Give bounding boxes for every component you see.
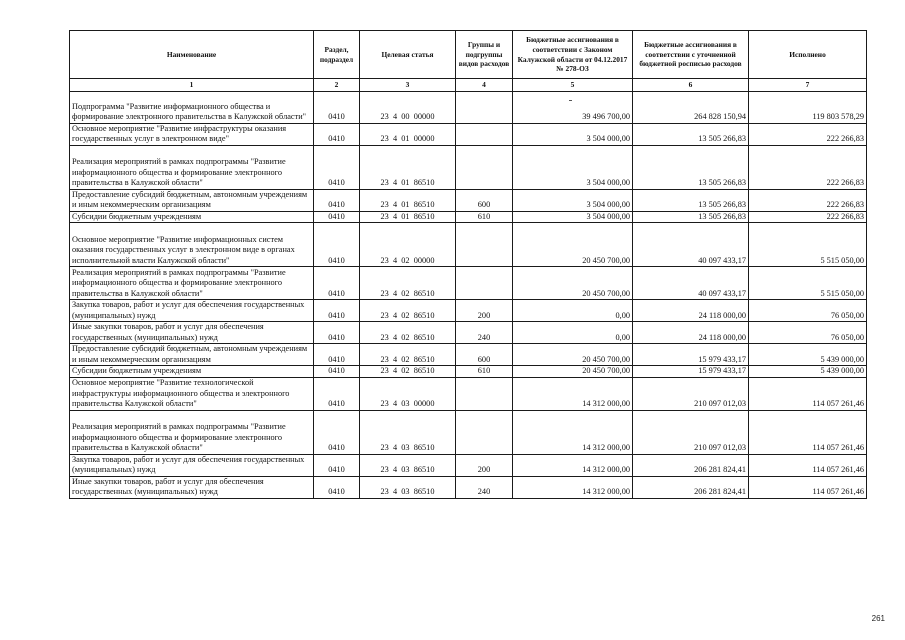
row-target: 23 4 03 86510 <box>360 454 456 476</box>
row-group <box>456 145 513 189</box>
row-law-amount: 14 312 000,00 <box>513 410 633 454</box>
row-law-amount: 20 450 700,00 <box>513 223 633 267</box>
column-number: 2 <box>314 79 360 92</box>
scan-mark <box>569 100 572 101</box>
row-refined-amount: 13 505 266,83 <box>633 211 749 223</box>
row-refined-amount: 206 281 824,41 <box>633 476 749 498</box>
table-row <box>70 322 867 344</box>
row-name: Закупка товаров, работ и услуг для обеспечения государственных (муниципальных) нужд <box>70 454 314 476</box>
row-executed-amount: 5 439 000,00 <box>749 344 867 366</box>
row-law-amount: 14 312 000,00 <box>513 476 633 498</box>
column-number: 7 <box>749 79 867 92</box>
row-section: 0410 <box>314 344 360 366</box>
row-section: 0410 <box>314 91 360 123</box>
row-target: 23 4 03 00000 <box>360 377 456 410</box>
row-section: 0410 <box>314 189 360 211</box>
row-refined-amount: 13 505 266,83 <box>633 189 749 211</box>
row-executed-amount: 222 266,83 <box>749 189 867 211</box>
row-group <box>456 410 513 454</box>
row-group: 600 <box>456 344 513 366</box>
row-group: 610 <box>456 366 513 378</box>
row-name: Субсидии бюджетным учреждениям <box>70 211 314 223</box>
row-section: 0410 <box>314 476 360 498</box>
table-row <box>70 476 867 498</box>
row-refined-amount: 264 828 150,94 <box>633 91 749 123</box>
row-name: Иные закупки товаров, работ и услуг для обеспечения государственных (муниципальных) нужд <box>70 476 314 498</box>
row-group: 240 <box>456 476 513 498</box>
row-law-amount: 3 504 000,00 <box>513 123 633 145</box>
row-group <box>456 377 513 410</box>
header-executed: Исполнено <box>749 31 867 79</box>
row-target: 23 4 02 86510 <box>360 366 456 378</box>
row-refined-amount: 15 979 433,17 <box>633 366 749 378</box>
row-executed-amount: 5 515 050,00 <box>749 267 867 300</box>
row-name: Основное мероприятие "Развитие технологической инфраструктуры информационного общества и электронного правительства Калужской области" <box>70 377 314 410</box>
row-law-amount: 20 450 700,00 <box>513 267 633 300</box>
row-executed-amount: 119 803 578,29 <box>749 91 867 123</box>
table-row <box>70 91 867 123</box>
row-refined-amount: 24 118 000,00 <box>633 300 749 322</box>
header-row <box>70 31 867 79</box>
row-name: Подпрограмма "Развитие информационного общества и формирование электронного правительства в Калужской области" <box>70 91 314 123</box>
row-target: 23 4 02 00000 <box>360 223 456 267</box>
row-name: Иные закупки товаров, работ и услуг для обеспечения государственных (муниципальных) нужд <box>70 322 314 344</box>
row-law-amount: 14 312 000,00 <box>513 454 633 476</box>
header-law: Бюджетные ассигнования в соответствии с Законом Калужской области от 04.12.2017 № 278-ОЗ <box>513 31 633 79</box>
header-name: Наименование <box>70 31 314 79</box>
row-name: Основное мероприятие "Развитие информационных систем оказания государственных услуг в электронном виде в органах исполнительной власти Калужской области" <box>70 223 314 267</box>
row-law-amount: 3 504 000,00 <box>513 189 633 211</box>
row-name: Реализация мероприятий в рамках подпрограммы "Развитие информационного общества и формирование электронного правительства в Калужской области" <box>70 145 314 189</box>
row-executed-amount: 114 057 261,46 <box>749 454 867 476</box>
row-law-amount: 3 504 000,00 <box>513 145 633 189</box>
row-group: 200 <box>456 300 513 322</box>
table-row <box>70 211 867 223</box>
row-group <box>456 223 513 267</box>
row-target: 23 4 03 86510 <box>360 410 456 454</box>
row-group: 600 <box>456 189 513 211</box>
row-section: 0410 <box>314 322 360 344</box>
table-row <box>70 410 867 454</box>
row-target: 23 4 01 86510 <box>360 145 456 189</box>
column-number: 3 <box>360 79 456 92</box>
row-group <box>456 91 513 123</box>
row-name: Основное мероприятие "Развитие инфраструктуры оказания государственных услуг в электронном виде" <box>70 123 314 145</box>
column-number: 1 <box>70 79 314 92</box>
table-row <box>70 145 867 189</box>
row-target: 23 4 02 86510 <box>360 322 456 344</box>
table-row <box>70 377 867 410</box>
row-executed-amount: 76 050,00 <box>749 300 867 322</box>
header-target: Целевая статья <box>360 31 456 79</box>
column-number-row <box>70 79 867 92</box>
row-section: 0410 <box>314 454 360 476</box>
row-section: 0410 <box>314 145 360 189</box>
row-target: 23 4 02 86510 <box>360 267 456 300</box>
column-number: 6 <box>633 79 749 92</box>
row-executed-amount: 5 515 050,00 <box>749 223 867 267</box>
row-section: 0410 <box>314 223 360 267</box>
row-executed-amount: 114 057 261,46 <box>749 476 867 498</box>
budget-table <box>69 30 867 499</box>
row-group: 240 <box>456 322 513 344</box>
column-number: 5 <box>513 79 633 92</box>
row-law-amount: 39 496 700,00 <box>513 91 633 123</box>
table-row <box>70 454 867 476</box>
row-name: Закупка товаров, работ и услуг для обеспечения государственных (муниципальных) нужд <box>70 300 314 322</box>
column-number: 4 <box>456 79 513 92</box>
row-target: 23 4 03 86510 <box>360 476 456 498</box>
table-row <box>70 123 867 145</box>
table-row <box>70 189 867 211</box>
row-name: Предоставление субсидий бюджетным, автономным учреждениям и иным некоммерческим организациям <box>70 344 314 366</box>
row-law-amount: 14 312 000,00 <box>513 377 633 410</box>
row-section: 0410 <box>314 377 360 410</box>
header-refined: Бюджетные ассигнования в соответствии с уточненной бюджетной росписью расходов <box>633 31 749 79</box>
row-executed-amount: 222 266,83 <box>749 211 867 223</box>
row-group <box>456 267 513 300</box>
row-law-amount: 20 450 700,00 <box>513 366 633 378</box>
row-target: 23 4 01 86510 <box>360 189 456 211</box>
row-section: 0410 <box>314 267 360 300</box>
row-refined-amount: 206 281 824,41 <box>633 454 749 476</box>
table-row <box>70 344 867 366</box>
header-section: Раздел, подраздел <box>314 31 360 79</box>
row-name: Субсидии бюджетным учреждениям <box>70 366 314 378</box>
row-refined-amount: 40 097 433,17 <box>633 223 749 267</box>
row-name: Реализация мероприятий в рамках подпрограммы "Развитие информационного общества и формирование электронного правительства в Калужской области" <box>70 410 314 454</box>
row-refined-amount: 13 505 266,83 <box>633 145 749 189</box>
row-name: Предоставление субсидий бюджетным, автономным учреждениям и иным некоммерческим организациям <box>70 189 314 211</box>
row-group: 610 <box>456 211 513 223</box>
table-row <box>70 267 867 300</box>
row-target: 23 4 01 00000 <box>360 123 456 145</box>
table-row <box>70 366 867 378</box>
row-target: 23 4 01 86510 <box>360 211 456 223</box>
row-refined-amount: 15 979 433,17 <box>633 344 749 366</box>
table-row <box>70 300 867 322</box>
page-number: 261 <box>871 614 885 623</box>
row-executed-amount: 114 057 261,46 <box>749 410 867 454</box>
row-section: 0410 <box>314 300 360 322</box>
row-refined-amount: 13 505 266,83 <box>633 123 749 145</box>
row-refined-amount: 210 097 012,03 <box>633 410 749 454</box>
row-refined-amount: 210 097 012,03 <box>633 377 749 410</box>
row-section: 0410 <box>314 123 360 145</box>
row-law-amount: 0,00 <box>513 300 633 322</box>
row-executed-amount: 5 439 000,00 <box>749 366 867 378</box>
row-target: 23 4 02 86510 <box>360 300 456 322</box>
table-row <box>70 223 867 267</box>
row-law-amount: 3 504 000,00 <box>513 211 633 223</box>
row-target: 23 4 00 00000 <box>360 91 456 123</box>
row-section: 0410 <box>314 366 360 378</box>
row-executed-amount: 222 266,83 <box>749 145 867 189</box>
row-refined-amount: 24 118 000,00 <box>633 322 749 344</box>
row-executed-amount: 114 057 261,46 <box>749 377 867 410</box>
row-name: Реализация мероприятий в рамках подпрограммы "Развитие информационного общества и формирование электронного правительства в Калужской области" <box>70 267 314 300</box>
header-groups: Группы и подгруппы видов расходов <box>456 31 513 79</box>
row-group <box>456 123 513 145</box>
row-section: 0410 <box>314 211 360 223</box>
row-refined-amount: 40 097 433,17 <box>633 267 749 300</box>
row-group: 200 <box>456 454 513 476</box>
row-section: 0410 <box>314 410 360 454</box>
row-target: 23 4 02 86510 <box>360 344 456 366</box>
row-law-amount: 20 450 700,00 <box>513 344 633 366</box>
row-law-amount: 0,00 <box>513 322 633 344</box>
row-executed-amount: 222 266,83 <box>749 123 867 145</box>
row-executed-amount: 76 050,00 <box>749 322 867 344</box>
